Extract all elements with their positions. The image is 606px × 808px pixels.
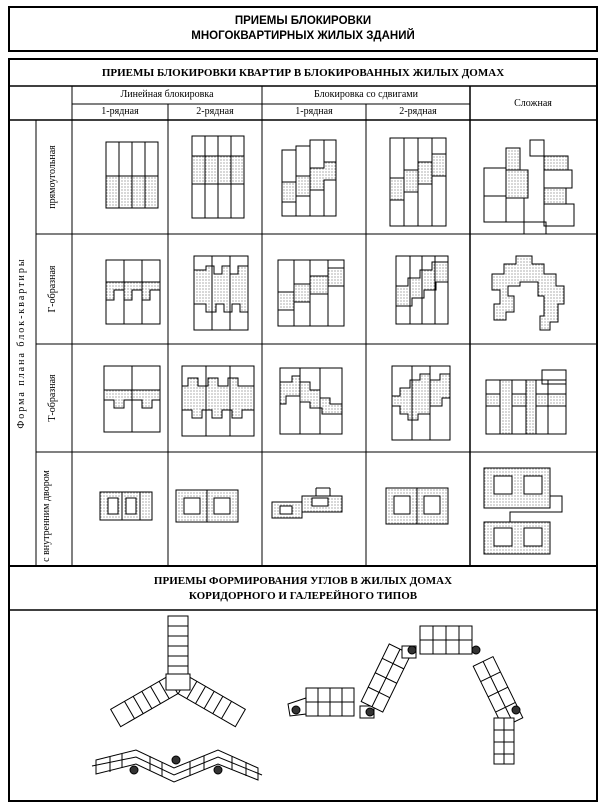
row-label-t-shaped: Т-образная	[47, 374, 58, 422]
section2-heading-line2: КОРИДОРНОГО И ГАЛЕРЕЙНОГО ТИПОВ	[188, 590, 418, 602]
plan-l-complex	[492, 256, 564, 330]
plan-l-shift-1row	[278, 260, 344, 326]
section1-heading: ПРИЕМЫ БЛОКИРОВКИ КВАРТИР В БЛОКИРОВАННЫХ ЖИЛЫХ ДОМАХ	[101, 67, 505, 79]
diagram-canvas	[10, 60, 596, 800]
main-table	[8, 58, 598, 802]
col-group-linear: Линейная блокировка	[120, 89, 214, 100]
plan-court-linear-2row	[176, 490, 238, 522]
y-shaped-corner	[111, 616, 246, 727]
col-complex: Сложная	[514, 98, 552, 109]
col-shift-1row: 1-рядная	[295, 106, 333, 117]
plan-t-complex	[486, 370, 566, 434]
plan-rect-shift-1row	[282, 140, 336, 216]
col-linear-2row: 2-рядная	[196, 106, 234, 117]
plan-rect-complex	[484, 140, 574, 234]
page-title-line1: ПРИЕМЫ БЛОКИРОВКИ	[234, 15, 372, 27]
plan-l-linear-1row	[106, 260, 160, 324]
col-linear-1row: 1-рядная	[101, 106, 139, 117]
page-title-line2: МНОГОКВАРТИРНЫХ ЖИЛЫХ ЗДАНИЙ	[191, 30, 415, 42]
row-label-rectangular: прямоугольная	[47, 145, 58, 209]
section2-heading-line1: ПРИЕМЫ ФОРМИРОВАНИЯ УГЛОВ В ЖИЛЫХ ДОМАХ	[153, 575, 453, 587]
plan-t-shift-1row	[280, 368, 342, 434]
col-shift-2row: 2-рядная	[399, 106, 437, 117]
corridor-chain-building	[288, 626, 523, 764]
plan-t-linear-1row	[104, 366, 160, 432]
plan-rect-linear-2row	[192, 136, 244, 218]
plan-court-linear-1row	[100, 492, 152, 520]
plan-l-shift-2row	[396, 256, 448, 324]
row-label-l-shaped: Г-образная	[47, 265, 58, 313]
row-label-courtyard: с внутренним двором	[41, 470, 52, 562]
plan-court-shift-1row	[272, 488, 342, 518]
plan-rect-linear-1row	[106, 142, 158, 208]
plan-t-shift-2row	[392, 366, 450, 440]
zigzag-gallery-building	[92, 750, 262, 782]
plan-l-linear-2row	[194, 256, 248, 330]
page-title-box	[8, 6, 598, 52]
plan-court-shift-2row	[386, 488, 448, 524]
col-group-shift: Блокировка со сдвигами	[314, 89, 418, 100]
row-axis-label: Форма плана блок-квартиры	[16, 257, 27, 429]
plan-rect-shift-2row	[390, 138, 446, 226]
plan-court-complex	[484, 468, 562, 554]
plan-t-linear-2row	[182, 366, 254, 436]
